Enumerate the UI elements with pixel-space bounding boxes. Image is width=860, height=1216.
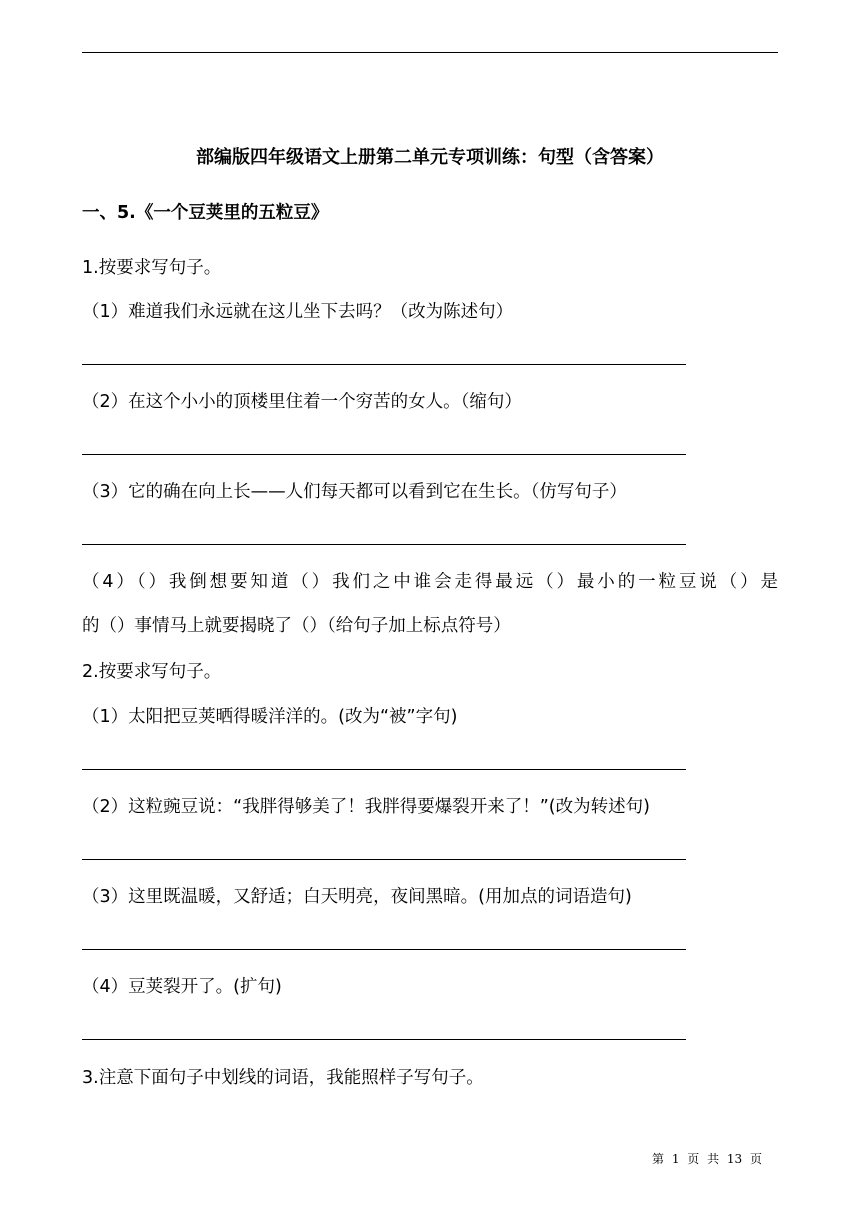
section-heading: 一、5.《一个豆荚里的五粒豆》	[82, 203, 329, 223]
answer-line[interactable]	[82, 1039, 686, 1040]
answer-line[interactable]	[82, 364, 686, 365]
document-title: 部编版四年级语文上册第二单元专项训练：句型（含答案）	[196, 147, 664, 168]
question-1-item-4-line-1: （4）（）我倒想要知道（）我们之中谁会走得最远（）最小的一粒豆说（）是	[82, 572, 778, 592]
answer-line[interactable]	[82, 454, 686, 455]
question-2-heading: 2.按要求写句子。	[82, 662, 222, 682]
question-1-item-1: （1）难道我们永远就在这儿坐下去吗？（改为陈述句）	[82, 302, 514, 322]
question-3-heading: 3.注意下面句子中划线的词语，我能照样子写句子。	[82, 1068, 484, 1088]
question-2-item-2: （2）这粒豌豆说：“我胖得够美了！我胖得要爆裂开来了！”(改为转述句)	[82, 797, 650, 817]
answer-line[interactable]	[82, 769, 686, 770]
question-2-item-1: （1）太阳把豆荚晒得暖洋洋的。(改为“被”字句)	[82, 707, 458, 727]
page-number: 第 1 页 共 13 页	[652, 1152, 762, 1166]
question-2-item-4: （4）豆荚裂开了。(扩句)	[82, 977, 282, 997]
answer-line[interactable]	[82, 949, 686, 950]
question-1-item-2: （2）在这个小小的顶楼里住着一个穷苦的女人。（缩句）	[82, 392, 522, 412]
answer-line[interactable]	[82, 544, 686, 545]
question-2-item-3: （3）这里既温暖，又舒适；白天明亮，夜间黑暗。(用加点的词语造句)	[82, 887, 632, 907]
question-1-heading: 1.按要求写句子。	[82, 258, 222, 278]
question-1-item-3: （3）它的确在向上长——人们每天都可以看到它在生长。（仿写句子）	[82, 482, 627, 502]
answer-line[interactable]	[82, 859, 686, 860]
header-rule	[82, 52, 778, 53]
question-1-item-4-line-2: 的（）事情马上就要揭晓了（）（给句子加上标点符号）	[82, 616, 511, 636]
